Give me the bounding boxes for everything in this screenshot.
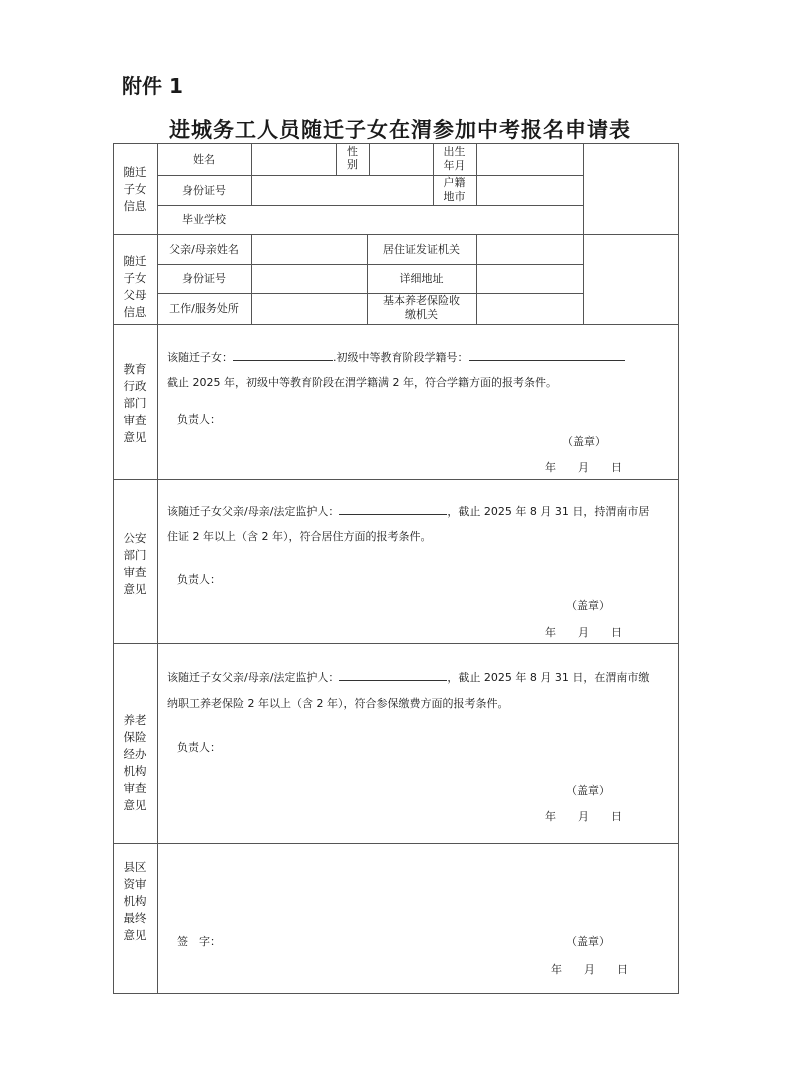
education-line-1: 该随迁子女： .初级中等教育阶段学籍号： xyxy=(167,348,677,365)
parent-name-field[interactable] xyxy=(252,235,366,263)
pension-responsible: 负责人： xyxy=(177,741,221,754)
police-line-1: 该随迁子女父亲/母亲/法定监护人： ，截止 2025 年 8 月 31 日，持渭南市居 xyxy=(167,502,677,519)
police-seal: （盖章） xyxy=(566,599,610,612)
residence-authority-label: 居住证发证机关 xyxy=(383,243,460,256)
police-review-label: 公安 部门 审查 意见 xyxy=(123,531,147,596)
police-line-2: 住证 2 年以上（含 2 年），符合居住方面的报考条件。 xyxy=(167,530,432,543)
hukou-label: 户籍 地市 xyxy=(443,176,466,203)
form-title: 进城务工人员随迁子女在渭参加中考报名申请表 xyxy=(169,118,631,142)
pension-seal: （盖章） xyxy=(566,784,610,797)
birth-date-field[interactable] xyxy=(477,144,582,174)
address-field[interactable] xyxy=(477,265,582,292)
gender-label: 性 别 xyxy=(347,145,358,171)
parent-name-label: 父亲/母亲姓名 xyxy=(169,243,239,256)
attachment-label: 附件 1 xyxy=(122,74,183,98)
education-line-2: 截止 2025 年，初级中等教育阶段在渭学籍满 2 年，符合学籍方面的报考条件。 xyxy=(167,376,557,389)
pension-authority-label: 基本养老保险收 缴机关 xyxy=(383,294,460,321)
address-label: 详细地址 xyxy=(399,272,444,285)
police-date: 年 月 日 xyxy=(545,626,622,639)
photo-area xyxy=(584,144,677,233)
police-guardian-blank[interactable] xyxy=(339,502,447,515)
student-number-blank[interactable] xyxy=(469,348,625,361)
education-date: 年 月 日 xyxy=(545,461,622,474)
police-responsible: 负责人： xyxy=(177,573,221,586)
school-label: 毕业学校 xyxy=(182,213,226,226)
pension-line-2: 纳职工养老保险 2 年以上（含 2 年），符合参保缴费方面的报考条件。 xyxy=(167,697,509,710)
child-name-blank[interactable] xyxy=(233,348,333,361)
workplace-field[interactable] xyxy=(252,294,366,323)
birth-date-label: 出生 年月 xyxy=(443,145,466,172)
pension-line-1: 该随迁子女父亲/母亲/法定监护人： ，截止 2025 年 8 月 31 日，在渭南市缴 xyxy=(167,668,677,685)
county-date: 年 月 日 xyxy=(551,963,628,976)
parent-id-field[interactable] xyxy=(252,265,366,292)
education-seal: （盖章） xyxy=(562,435,606,448)
application-form-table xyxy=(113,143,679,994)
child-id-label: 身份证号 xyxy=(182,184,226,197)
parent-info-label: 随迁 子女 父母 信息 xyxy=(123,254,147,319)
parent-id-label: 身份证号 xyxy=(182,272,226,285)
workplace-label: 工作/服务处所 xyxy=(169,302,239,315)
county-review-label: 县区 资审 机构 最终 意见 xyxy=(123,860,147,942)
school-field[interactable] xyxy=(252,206,582,233)
pension-authority-field[interactable] xyxy=(477,294,582,323)
child-name-field[interactable] xyxy=(252,144,335,174)
education-review-label: 教育 行政 部门 审查 意见 xyxy=(123,362,147,444)
county-seal: （盖章） xyxy=(566,935,610,948)
child-name-label: 姓名 xyxy=(193,153,215,166)
child-id-field[interactable] xyxy=(252,176,432,204)
hukou-field[interactable] xyxy=(477,176,582,204)
residence-authority-field[interactable] xyxy=(477,235,582,263)
county-signature: 签 字： xyxy=(177,935,221,948)
pension-guardian-blank[interactable] xyxy=(339,668,447,681)
education-responsible: 负责人： xyxy=(177,413,221,426)
pension-review-label: 养老 保险 经办 机构 审查 意见 xyxy=(123,713,147,812)
gender-field[interactable] xyxy=(370,144,432,174)
child-info-label: 随迁 子女 信息 xyxy=(123,165,147,213)
pension-date: 年 月 日 xyxy=(545,810,622,823)
